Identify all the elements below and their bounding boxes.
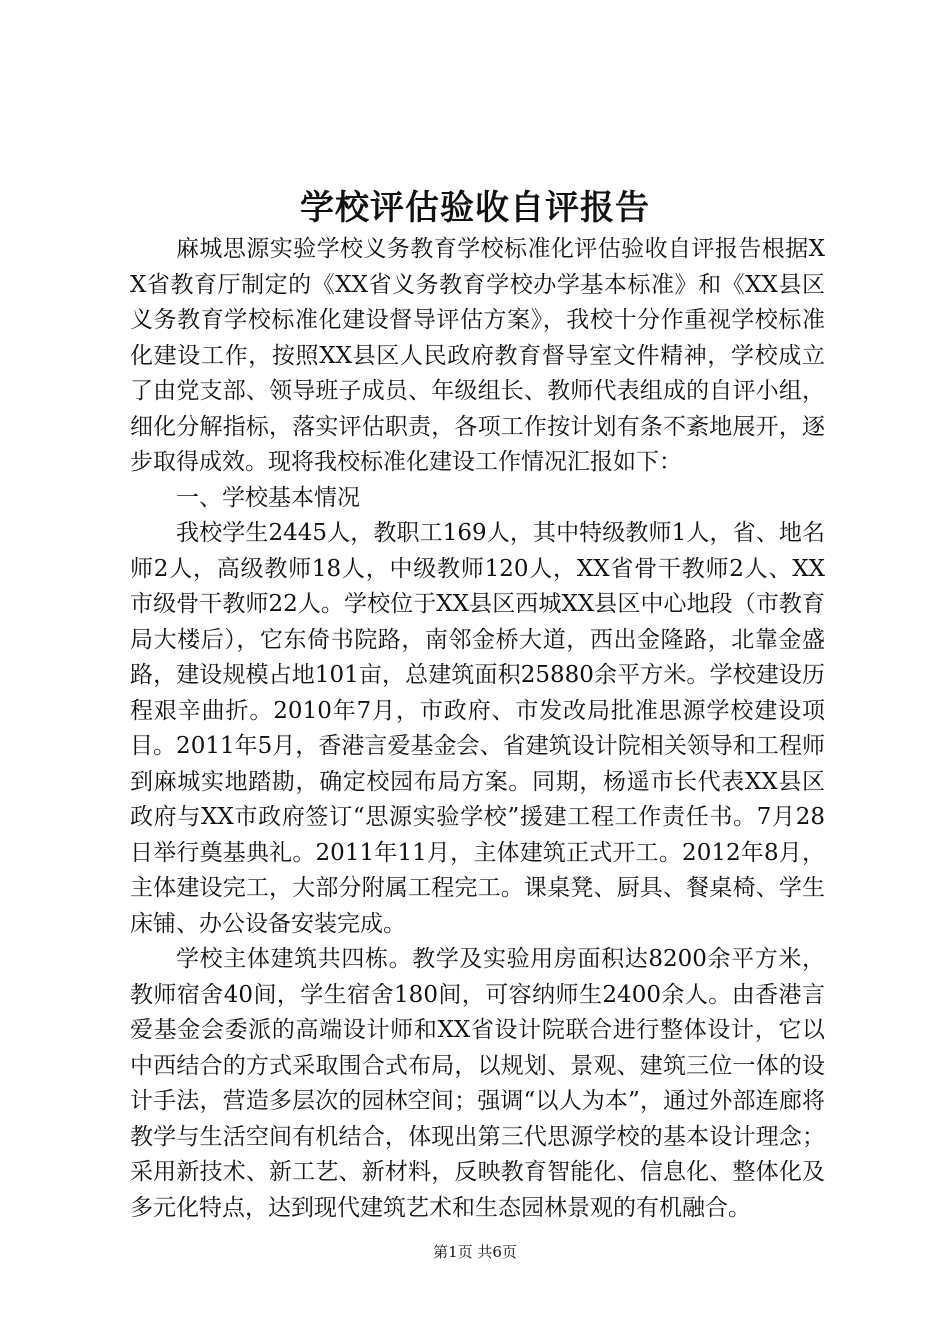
document-title: 学校评估验收自评报告 (300, 188, 650, 228)
paragraph-intro: 麻城思源实验学校义务教育学校标准化评估验收自评报告根据XX省教育厅制定的《XX省义务教育学校办学基本标准》和《XX县区义务教育学校标准化建设督导评估方案》，我校十分作重视学校标准化建设工作，按照XX县区人民政府教育督导室文件精神，学校成立了由党支部、领导班子成员、年级组长、教师代表组成的自评小组，细化分解指标，落实评估职责，各项工作按计划有条不紊地展开，逐步取得成效。现将我校标准化建设工作情况汇报如下： (130, 236, 825, 475)
paragraph-main-buildings: 学校主体建筑共四栋。教学及实验用房面积达8200余平方米，教师宿舍40间，学生宿舍180间，可容纳师生2400余人。由香港言爱基金会委派的高端设计师和XX省设计院联合进行整体设计，它以中西结合的方式采取围合式布局，以规划、景观、建筑三位一体的设计手法，营造多层次的园林空间；强调“以人为本”，通过外部连廊将教学与生活空间有机结合，体现出第三代思源学校的基本设计理念；采用新技术、新工艺、新材料，反映教育智能化、信息化、整体化及多元化特点，达到现代建筑艺术和生态园林景观的有机融合。 (130, 946, 825, 1221)
document-body (130, 232, 825, 1226)
section-heading-basic-info: 一、学校基本情况 (176, 484, 360, 511)
page-footer: 第1页 共6页 (433, 1243, 517, 1261)
paragraph-school-overview: 我校学生2445人，教职工169人，其中特级教师1人，省、地名师2人，高级教师18人，中级教师120人，XX省骨干教师2人、XX市级骨干教师22人。学校位于XX县区西城XX县区中心地段（市教育局大楼后），它东倚书院路，南邻金桥大道，西出金隆路，北靠金盛路，建设规模占地101亩，总建筑面积25880余平方米。学校建设历程艰辛曲折。2010年7月，市政府、市发改局批准思源学校建设项目。2011年5月，香港言爱基金会、省建筑设计院相关领导和工程师到麻城实地踏勘，确定校园布局方案。同期，杨遥市长代表XX县区政府与XX市政府签订“思源实验学校”援建工程工作责任书。7月28日举行奠基典礼。2011年11月，主体建筑正式开工。2012年8月，主体建设完工，大部分附属工程完工。课桌凳、厨具、餐桌椅、学生床铺、办公设备安装完成。 (130, 520, 825, 937)
